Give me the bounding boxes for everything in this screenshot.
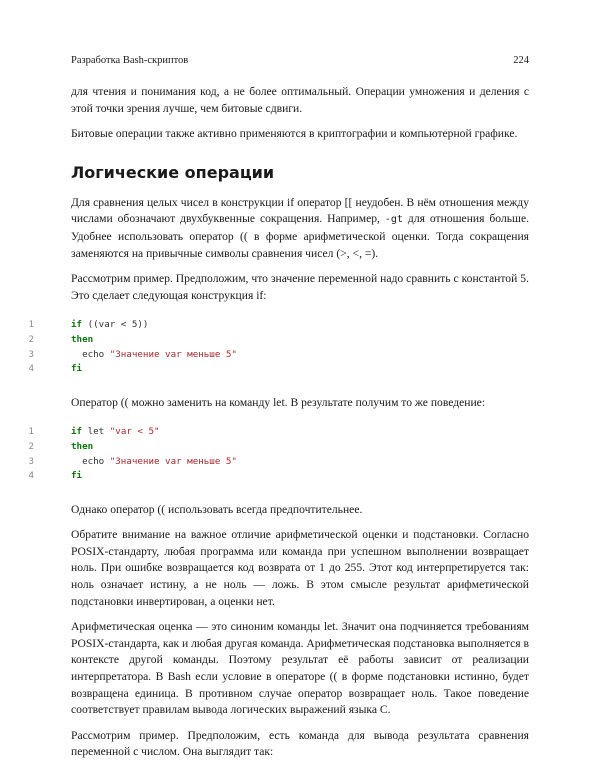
paragraph: Оператор (( можно заменить на команду let. В результате получим то же поведение:	[71, 395, 486, 409]
line-number: 1	[28, 319, 34, 331]
page-number: 224	[513, 55, 529, 66]
code-line: 2 then	[71, 440, 529, 455]
code-line: 4 fi	[71, 469, 529, 484]
page-content	[28, 84, 529, 770]
line-number: 4	[28, 363, 34, 375]
paragraph: Для сравнения целых чисел в конструкции if оператор [[ неудобен. В нём отношения между числами обозначают двухбуквенные сокращения. Например, -gt для отношения больше. Удобнее использовать оператор (( в форме арифметической оценки. Тогда сокращения заменяются на привычные символы сравнения чисел (>, <, =).	[71, 195, 529, 260]
paragraph: Рассмотрим пример. Предположим, есть команда для вывода результата сравнения переменной с числом. Она выглядит так:	[71, 728, 529, 759]
code-line: 1 if let "var < 5"	[71, 425, 529, 440]
paragraph: Битовые операции также активно применяются в криптографии и компьютерной графике.	[71, 127, 518, 141]
paragraph: Рассмотрим пример. Предположим, что значение переменной надо сравнить с константой 5. Это сделает следующая конструкция if:	[71, 272, 529, 302]
line-number: 1	[28, 426, 34, 438]
paragraph: Обратите внимание на важное отличие арифметической оценки и подстановки. Согласно POSIX-стандарту, любая программа или команда при успешном выполнении возвращает ноль. При ошибке возвращается код возврата от 1 до 255. Этот код интерпретируется так: ноль означает истину, а не ноль — ложь. В этом смысле результат арифметической подстановки инвертирован, а оценки нет.	[71, 528, 529, 608]
line-number: 3	[28, 348, 34, 360]
running-header	[71, 55, 529, 69]
code-line: 3 echo "Значение var меньше 5"	[71, 455, 529, 470]
code-line: 4 fi	[71, 362, 529, 377]
book-title: Разработка Bash-скриптов	[71, 55, 189, 66]
code-block	[28, 425, 529, 483]
code-line: 1 if ((var < 5))	[71, 318, 529, 333]
inline-code: -gt	[384, 214, 403, 226]
paragraph: для чтения и понимания код, а не более оптимальный. Операции умножения и деления с этой точки зрения лучше, чем битовые сдвиги.	[71, 85, 529, 115]
paragraph: Однако оператор (( использовать всегда предпочтительнее.	[71, 502, 363, 516]
code-line: 2 then	[71, 333, 529, 348]
code-line: 3 echo "Значение var меньше 5"	[71, 348, 529, 363]
line-number: 2	[28, 440, 34, 452]
code-block	[28, 318, 529, 376]
section-heading: Логические операции	[71, 162, 275, 182]
line-number: 4	[28, 470, 34, 482]
line-number: 3	[28, 455, 34, 467]
line-number: 2	[28, 333, 34, 345]
paragraph: Арифметическая оценка — это синоним команды let. Значит она подчиняется требованиям POSIX-стандарта, как и любая другая команда. Арифметическая подстановка выполняется в контексте другой команды. Поэтому результат её работы зависит от реализации интерпретатора. В Bash если условие в операторе (( в форме подстановки истинно, будет возвращена единица. В противном случае оператор возвращает ноль. Такое поведение соответствует правилам вывода логических выражений языка C.	[71, 620, 529, 717]
